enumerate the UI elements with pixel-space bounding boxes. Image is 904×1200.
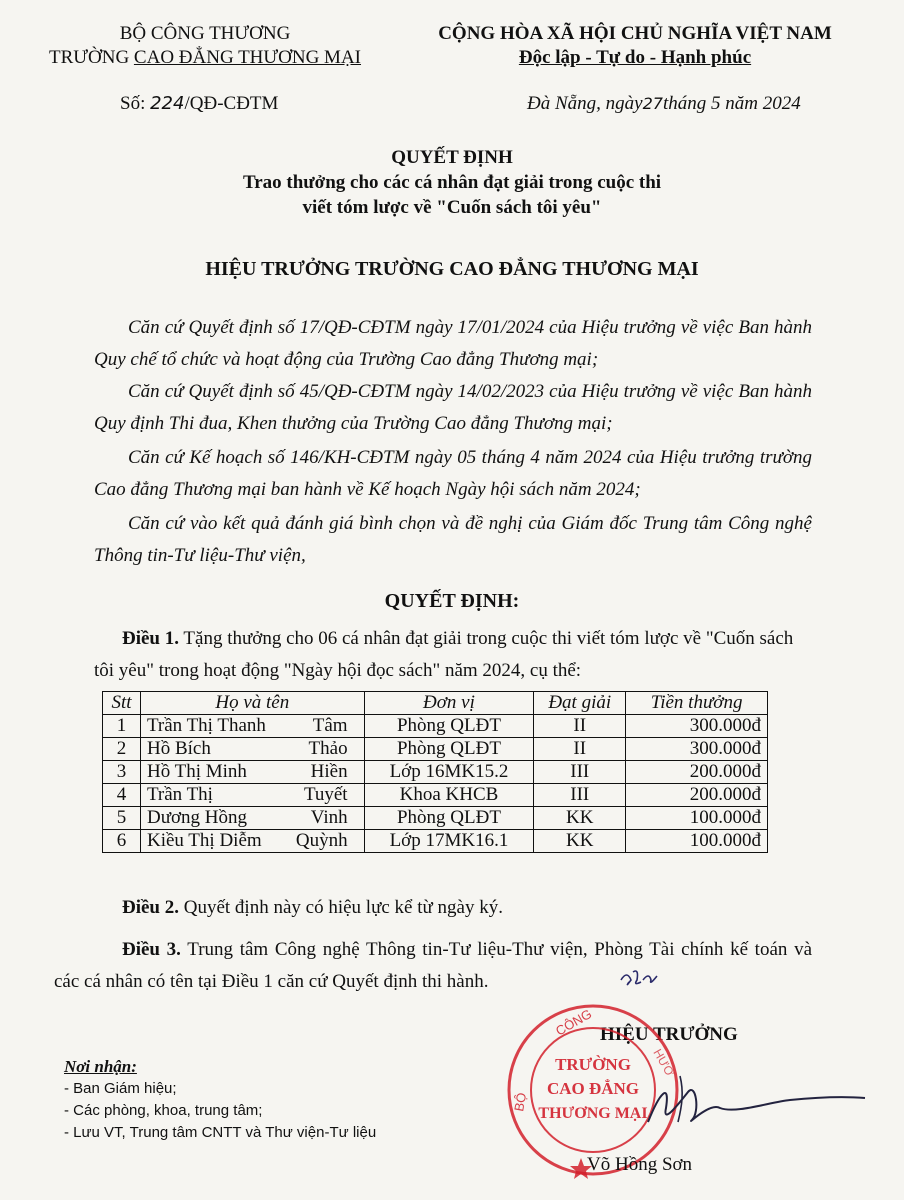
cell-given-name: Tuyết xyxy=(303,784,348,805)
date-day-handwritten: 27 xyxy=(642,94,663,113)
document-title xyxy=(0,145,904,220)
cell-award: KK xyxy=(534,830,626,853)
date-prefix: Đà Nẵng, ngày xyxy=(527,93,643,114)
cell-unit: Phòng QLĐT xyxy=(364,807,534,830)
cell-stt: 5 xyxy=(103,807,141,830)
cell-full-name xyxy=(140,715,364,738)
table-row xyxy=(103,715,768,738)
cell-award: II xyxy=(534,715,626,738)
article-3-text: Trung tâm Công nghệ Thông tin-Tư liệu-Thư viện, Phòng Tài chính kế toán và các cá nhân có tên tại Điều 1 căn cứ Quyết định thi hành. xyxy=(54,939,813,992)
table-row xyxy=(103,830,768,853)
cell-stt: 3 xyxy=(103,761,141,784)
cell-prize-money: 100.000đ xyxy=(626,807,768,830)
cell-full-name xyxy=(140,784,364,807)
cell-unit: Phòng QLĐT xyxy=(364,715,534,738)
header-award: Đạt giải xyxy=(534,692,626,715)
header-unit: Đơn vị xyxy=(364,692,534,715)
republic-name: CỘNG HÒA XÃ HỘI CHỦ NGHĨA VIỆT NAM xyxy=(438,23,832,44)
cell-prize-money: 200.000đ xyxy=(626,784,768,807)
cell-stt: 6 xyxy=(103,830,141,853)
svg-text:CÔNG: CÔNG xyxy=(553,1006,595,1039)
title-sub-2: viết tóm lược về "Cuốn sách tôi yêu" xyxy=(302,197,602,218)
svg-text:BỘ: BỘ xyxy=(511,1091,530,1113)
signer-name: Võ Hồng Sơn xyxy=(587,1154,693,1175)
ministry-name: BỘ CÔNG THƯƠNG xyxy=(119,23,291,44)
document-number xyxy=(120,93,278,115)
cell-family-name: Hồ Bích xyxy=(146,738,211,759)
table-row xyxy=(103,738,768,761)
cell-given-name: Vinh xyxy=(310,807,348,828)
initials-mark-icon xyxy=(617,966,661,990)
article-2-label: Điều 2. xyxy=(122,897,179,918)
cell-stt: 2 xyxy=(103,738,141,761)
stamp-line-3: THƯƠNG MẠI xyxy=(538,1105,648,1122)
recipient-item: - Ban Giám hiệu; xyxy=(64,1080,177,1097)
cell-family-name: Hồ Thị Minh xyxy=(146,761,247,782)
cell-unit: Lớp 16MK15.2 xyxy=(364,761,534,784)
cell-full-name xyxy=(140,807,364,830)
handwritten-signature-icon xyxy=(640,1062,870,1132)
school-name-line xyxy=(40,46,370,70)
cell-award: II xyxy=(534,738,626,761)
header-full-name: Họ và tên xyxy=(140,692,364,715)
cell-given-name: Hiền xyxy=(310,761,348,782)
cell-full-name xyxy=(140,738,364,761)
article-2 xyxy=(122,897,503,919)
school-prefix: TRƯỜNG xyxy=(48,47,134,68)
header-prize-money: Tiền thưởng xyxy=(626,692,768,715)
basis-2: Căn cứ Quyết định số 45/QĐ-CĐTM ngày 14/02/2023 của Hiệu trưởng về việc Ban hành Quy định Thi đua, Khen thưởng của Trường Cao đẳng Thương mại; xyxy=(94,381,812,434)
cell-full-name xyxy=(140,830,364,853)
cell-family-name: Dương Hồng xyxy=(146,807,248,828)
article-3-label: Điều 3. xyxy=(122,939,181,960)
national-header xyxy=(410,22,860,70)
article-1-text: Tặng thưởng cho 06 cá nhân đạt giải trong cuộc thi viết tóm lược về "Cuốn sách tôi yêu" trong hoạt động "Ngày hội đọc sách" năm 2024, cụ thể: xyxy=(94,628,794,681)
authority-heading: HIỆU TRƯỞNG TRƯỜNG CAO ĐẲNG THƯƠNG MẠI xyxy=(205,258,699,280)
recipient-item: - Các phòng, khoa, trung tâm; xyxy=(64,1102,263,1119)
article-1 xyxy=(94,623,812,687)
basis-1: Căn cứ Quyết định số 17/QĐ-CĐTM ngày 17/01/2024 của Hiệu trưởng về việc Ban hành Quy chế tổ chức và hoạt động của Trường Cao đẳng Thương mại; xyxy=(94,317,812,370)
stamp-line-1: TRƯỜNG xyxy=(555,1055,631,1074)
issuing-agency xyxy=(40,22,370,70)
table-row xyxy=(103,784,768,807)
decision-heading: QUYẾT ĐỊNH: xyxy=(384,590,520,612)
table-row xyxy=(103,761,768,784)
cell-unit: Phòng QLĐT xyxy=(364,738,534,761)
awards-table xyxy=(102,691,768,853)
cell-prize-money: 300.000đ xyxy=(626,738,768,761)
document-date xyxy=(527,93,801,115)
cell-prize-money: 300.000đ xyxy=(626,715,768,738)
title-main: QUYẾT ĐỊNH xyxy=(391,147,513,168)
cell-award: III xyxy=(534,784,626,807)
cell-stt: 4 xyxy=(103,784,141,807)
recipient-item: - Lưu VT, Trung tâm CNTT và Thư viện-Tư liệu xyxy=(64,1124,377,1141)
basis-4: Căn cứ vào kết quả đánh giá bình chọn và đề nghị của Giám đốc Trung tâm Công nghệ Thông tin-Tư liệu-Thư viện, xyxy=(94,513,812,566)
cell-unit: Lớp 17MK16.1 xyxy=(364,830,534,853)
recipients-title: Nơi nhận: xyxy=(64,1057,137,1076)
title-sub-1: Trao thưởng cho các cá nhân đạt giải trong cuộc thi xyxy=(242,172,662,193)
svg-text:HƯƠ: HƯƠ xyxy=(650,1046,678,1079)
article-3 xyxy=(54,934,812,998)
doc-number-prefix: Số: xyxy=(120,93,151,114)
cell-full-name xyxy=(140,761,364,784)
signer-role: HIỆU TRƯỞNG xyxy=(600,1024,738,1045)
cell-prize-money: 100.000đ xyxy=(626,830,768,853)
header-stt: Stt xyxy=(103,692,141,715)
cell-award: III xyxy=(534,761,626,784)
table-row xyxy=(103,807,768,830)
stamp-line-2: CAO ĐẲNG xyxy=(546,1079,640,1098)
doc-number-handwritten: 224 xyxy=(150,93,185,114)
recipients-block xyxy=(64,1056,376,1144)
article-1-label: Điều 1. xyxy=(122,628,179,649)
cell-given-name: Thảo xyxy=(308,738,348,759)
cell-unit: Khoa KHCB xyxy=(364,784,534,807)
cell-family-name: Trần Thị xyxy=(146,784,213,805)
cell-family-name: Kiều Thị Diễm xyxy=(146,830,262,851)
basis-3: Căn cứ Kế hoạch số 146/KH-CĐTM ngày 05 tháng 4 năm 2024 của Hiệu trưởng trường Cao đẳng Thương mại ban hành về Kế hoạch Ngày hội sách năm 2024; xyxy=(94,447,812,500)
cell-stt: 1 xyxy=(103,715,141,738)
cell-given-name: Tâm xyxy=(312,715,348,736)
date-rest: tháng 5 năm 2024 xyxy=(662,93,801,114)
cell-award: KK xyxy=(534,807,626,830)
cell-family-name: Trần Thị Thanh xyxy=(146,715,266,736)
cell-prize-money: 200.000đ xyxy=(626,761,768,784)
school-name: CAO ĐẲNG THƯƠNG MẠI xyxy=(133,47,362,68)
article-2-text: Quyết định này có hiệu lực kể từ ngày ký. xyxy=(179,897,503,918)
cell-given-name: Quỳnh xyxy=(295,830,348,851)
table-header-row xyxy=(103,692,768,715)
national-motto: Độc lập - Tự do - Hạnh phúc xyxy=(518,47,752,68)
doc-number-suffix: /QĐ-CĐTM xyxy=(184,93,279,114)
